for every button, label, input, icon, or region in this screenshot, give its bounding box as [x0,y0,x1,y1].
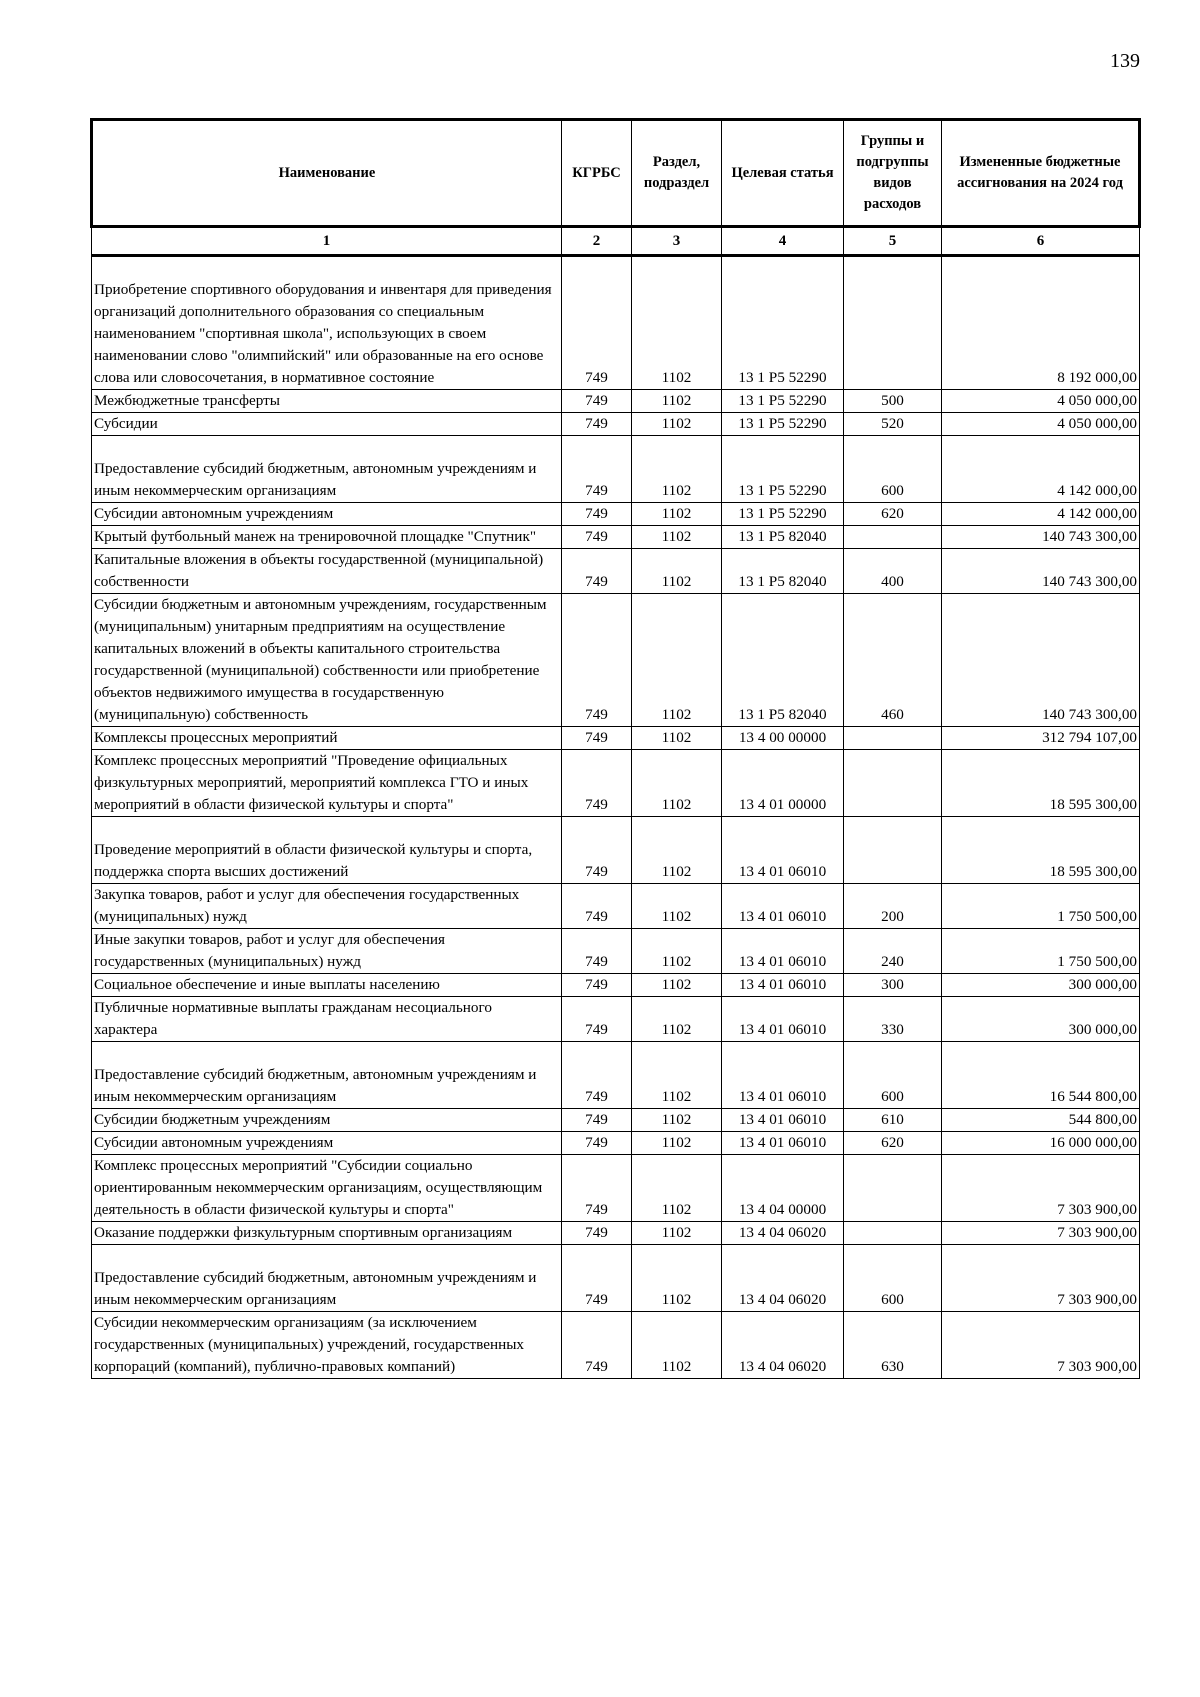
row-kgrbs: 749 [562,436,632,503]
row-group [844,750,942,817]
row-name: Комплекс процессных мероприятий "Проведение официальных физкультурных мероприятий, мероприятий комплекса ГТО и иных мероприятий в области физической культуры и спорта" [92,750,562,817]
row-target: 13 4 04 06020 [722,1312,844,1379]
row-group: 200 [844,884,942,929]
row-group: 630 [844,1312,942,1379]
row-kgrbs: 749 [562,549,632,594]
header-row [92,120,1140,227]
row-name: Субсидии автономным учреждениям [92,1132,562,1155]
row-section: 1102 [632,817,722,884]
row-target: 13 4 01 00000 [722,750,844,817]
row-target: 13 4 04 06020 [722,1245,844,1312]
row-name: Межбюджетные трансферты [92,390,562,413]
row-group: 610 [844,1109,942,1132]
table-row [92,594,1140,727]
row-target: 13 4 01 06010 [722,929,844,974]
table-row [92,1132,1140,1155]
row-amount: 7 303 900,00 [942,1245,1140,1312]
row-kgrbs: 749 [562,997,632,1042]
table-row [92,413,1140,436]
row-target: 13 4 04 06020 [722,1222,844,1245]
row-amount: 300 000,00 [942,974,1140,997]
row-section: 1102 [632,256,722,390]
row-name: Предоставление субсидий бюджетным, автономным учреждениям и иным некоммерческим организациям [92,1042,562,1109]
row-amount: 8 192 000,00 [942,256,1140,390]
header-group: Группы и подгруппы видов расходов [844,120,942,227]
table-row [92,436,1140,503]
row-name: Иные закупки товаров, работ и услуг для обеспечения государственных (муниципальных) нужд [92,929,562,974]
row-target: 13 1 Р5 82040 [722,526,844,549]
row-target: 13 4 01 06010 [722,1132,844,1155]
row-section: 1102 [632,1132,722,1155]
row-amount: 312 794 107,00 [942,727,1140,750]
row-kgrbs: 749 [562,256,632,390]
row-name: Комплексы процессных мероприятий [92,727,562,750]
table-row [92,1042,1140,1109]
row-amount: 4 050 000,00 [942,390,1140,413]
row-target: 13 1 Р5 52290 [722,503,844,526]
row-kgrbs: 749 [562,1245,632,1312]
row-section: 1102 [632,413,722,436]
table-row [92,929,1140,974]
header-section: Раздел, подраздел [632,120,722,227]
row-group: 600 [844,1042,942,1109]
table-row [92,1222,1140,1245]
row-name: Субсидии некоммерческим организациям (за исключением государственных (муниципальных) учреждений, государственных корпораций (компаний), публично-правовых компаний) [92,1312,562,1379]
row-kgrbs: 749 [562,727,632,750]
row-target: 13 1 Р5 82040 [722,549,844,594]
row-group: 400 [844,549,942,594]
row-target: 13 1 Р5 52290 [722,256,844,390]
row-amount: 16 000 000,00 [942,1132,1140,1155]
table-row [92,974,1140,997]
row-group [844,1222,942,1245]
table-row [92,390,1140,413]
row-name: Приобретение спортивного оборудования и инвентаря для приведения организаций дополнительного образования со специальным наименованием "спортивная школа", использующих в своем наименовании слово "олимпийский" или образованные на его основе слова или словосочетания, в нормативное состояние [92,256,562,390]
budget-table [90,118,1141,1379]
row-group [844,1155,942,1222]
row-group: 460 [844,594,942,727]
row-group: 600 [844,1245,942,1312]
row-amount: 140 743 300,00 [942,549,1140,594]
row-name: Субсидии [92,413,562,436]
row-section: 1102 [632,1109,722,1132]
row-kgrbs: 749 [562,1132,632,1155]
row-section: 1102 [632,1222,722,1245]
column-number-row [92,227,1140,256]
row-group: 330 [844,997,942,1042]
row-amount: 1 750 500,00 [942,929,1140,974]
header-name: Наименование [92,120,562,227]
row-section: 1102 [632,1312,722,1379]
row-target: 13 4 01 06010 [722,974,844,997]
row-group: 300 [844,974,942,997]
row-section: 1102 [632,974,722,997]
row-target: 13 4 01 06010 [722,817,844,884]
row-name: Комплекс процессных мероприятий "Субсидии социально ориентированным некоммерческим организациям, осуществляющим деятельность в области физической культуры и спорта" [92,1155,562,1222]
row-target: 13 1 Р5 82040 [722,594,844,727]
row-kgrbs: 749 [562,1222,632,1245]
row-name: Предоставление субсидий бюджетным, автономным учреждениям и иным некоммерческим организациям [92,1245,562,1312]
table-row [92,549,1140,594]
column-number: 1 [92,227,562,256]
row-name: Субсидии бюджетным и автономным учреждениям, государственным (муниципальным) унитарным предприятиям на осуществление капитальных вложений в объекты капитального строительства государственной (муниципальной) собственности или приобретение объектов недвижимого имущества в государственную (муниципальную) собственность [92,594,562,727]
column-number: 6 [942,227,1140,256]
row-section: 1102 [632,503,722,526]
row-target: 13 4 01 06010 [722,997,844,1042]
table-row [92,884,1140,929]
row-amount: 18 595 300,00 [942,750,1140,817]
row-group [844,256,942,390]
row-name: Капитальные вложения в объекты государственной (муниципальной) собственности [92,549,562,594]
row-kgrbs: 749 [562,750,632,817]
row-section: 1102 [632,727,722,750]
row-target: 13 1 Р5 52290 [722,436,844,503]
row-group: 520 [844,413,942,436]
row-kgrbs: 749 [562,526,632,549]
row-target: 13 4 01 06010 [722,1109,844,1132]
row-kgrbs: 749 [562,1312,632,1379]
row-kgrbs: 749 [562,1109,632,1132]
row-group [844,727,942,750]
row-name: Социальное обеспечение и иные выплаты населению [92,974,562,997]
table-row [92,1155,1140,1222]
row-amount: 7 303 900,00 [942,1312,1140,1379]
row-name: Проведение мероприятий в области физической культуры и спорта, поддержка спорта высших достижений [92,817,562,884]
table-row [92,1245,1140,1312]
row-amount: 18 595 300,00 [942,817,1140,884]
row-name: Предоставление субсидий бюджетным, автономным учреждениям и иным некоммерческим организациям [92,436,562,503]
row-target: 13 4 04 00000 [722,1155,844,1222]
table-row [92,997,1140,1042]
row-kgrbs: 749 [562,884,632,929]
row-section: 1102 [632,929,722,974]
row-group: 620 [844,1132,942,1155]
row-kgrbs: 749 [562,503,632,526]
row-kgrbs: 749 [562,1042,632,1109]
row-section: 1102 [632,750,722,817]
row-amount: 1 750 500,00 [942,884,1140,929]
table-row [92,750,1140,817]
row-section: 1102 [632,884,722,929]
row-section: 1102 [632,1042,722,1109]
table-row [92,503,1140,526]
row-amount: 4 142 000,00 [942,503,1140,526]
row-amount: 140 743 300,00 [942,526,1140,549]
header-amount: Измененные бюджетные ассигнования на 2024 год [942,120,1140,227]
row-section: 1102 [632,549,722,594]
page-number: 139 [1110,50,1140,72]
row-target: 13 4 01 06010 [722,1042,844,1109]
row-name: Крытый футбольный манеж на тренировочной площадке "Спутник" [92,526,562,549]
header-kgrbs: КГРБС [562,120,632,227]
row-name: Публичные нормативные выплаты гражданам несоциального характера [92,997,562,1042]
header-target: Целевая статья [722,120,844,227]
row-amount: 544 800,00 [942,1109,1140,1132]
row-section: 1102 [632,997,722,1042]
row-amount: 16 544 800,00 [942,1042,1140,1109]
table-row [92,256,1140,390]
row-amount: 7 303 900,00 [942,1155,1140,1222]
row-amount: 140 743 300,00 [942,594,1140,727]
column-number: 3 [632,227,722,256]
row-section: 1102 [632,1245,722,1312]
row-group: 600 [844,436,942,503]
row-group: 620 [844,503,942,526]
row-amount: 300 000,00 [942,997,1140,1042]
row-section: 1102 [632,390,722,413]
row-kgrbs: 749 [562,817,632,884]
table-row [92,727,1140,750]
row-target: 13 4 01 06010 [722,884,844,929]
row-section: 1102 [632,436,722,503]
row-group: 240 [844,929,942,974]
column-number: 4 [722,227,844,256]
row-section: 1102 [632,594,722,727]
row-kgrbs: 749 [562,390,632,413]
row-target: 13 1 Р5 52290 [722,413,844,436]
table-row [92,526,1140,549]
row-group [844,817,942,884]
row-section: 1102 [632,1155,722,1222]
row-kgrbs: 749 [562,1155,632,1222]
row-group [844,526,942,549]
row-name: Субсидии бюджетным учреждениям [92,1109,562,1132]
table-row [92,1109,1140,1132]
row-target: 13 1 Р5 52290 [722,390,844,413]
row-amount: 7 303 900,00 [942,1222,1140,1245]
row-amount: 4 050 000,00 [942,413,1140,436]
row-kgrbs: 749 [562,974,632,997]
row-amount: 4 142 000,00 [942,436,1140,503]
row-kgrbs: 749 [562,929,632,974]
column-number: 2 [562,227,632,256]
row-target: 13 4 00 00000 [722,727,844,750]
row-section: 1102 [632,526,722,549]
row-kgrbs: 749 [562,594,632,727]
column-number: 5 [844,227,942,256]
table-row [92,1312,1140,1379]
row-name: Оказание поддержки физкультурным спортивным организациям [92,1222,562,1245]
row-group: 500 [844,390,942,413]
row-kgrbs: 749 [562,413,632,436]
row-name: Закупка товаров, работ и услуг для обеспечения государственных (муниципальных) нужд [92,884,562,929]
table-body [92,256,1140,1379]
table-row [92,817,1140,884]
row-name: Субсидии автономным учреждениям [92,503,562,526]
